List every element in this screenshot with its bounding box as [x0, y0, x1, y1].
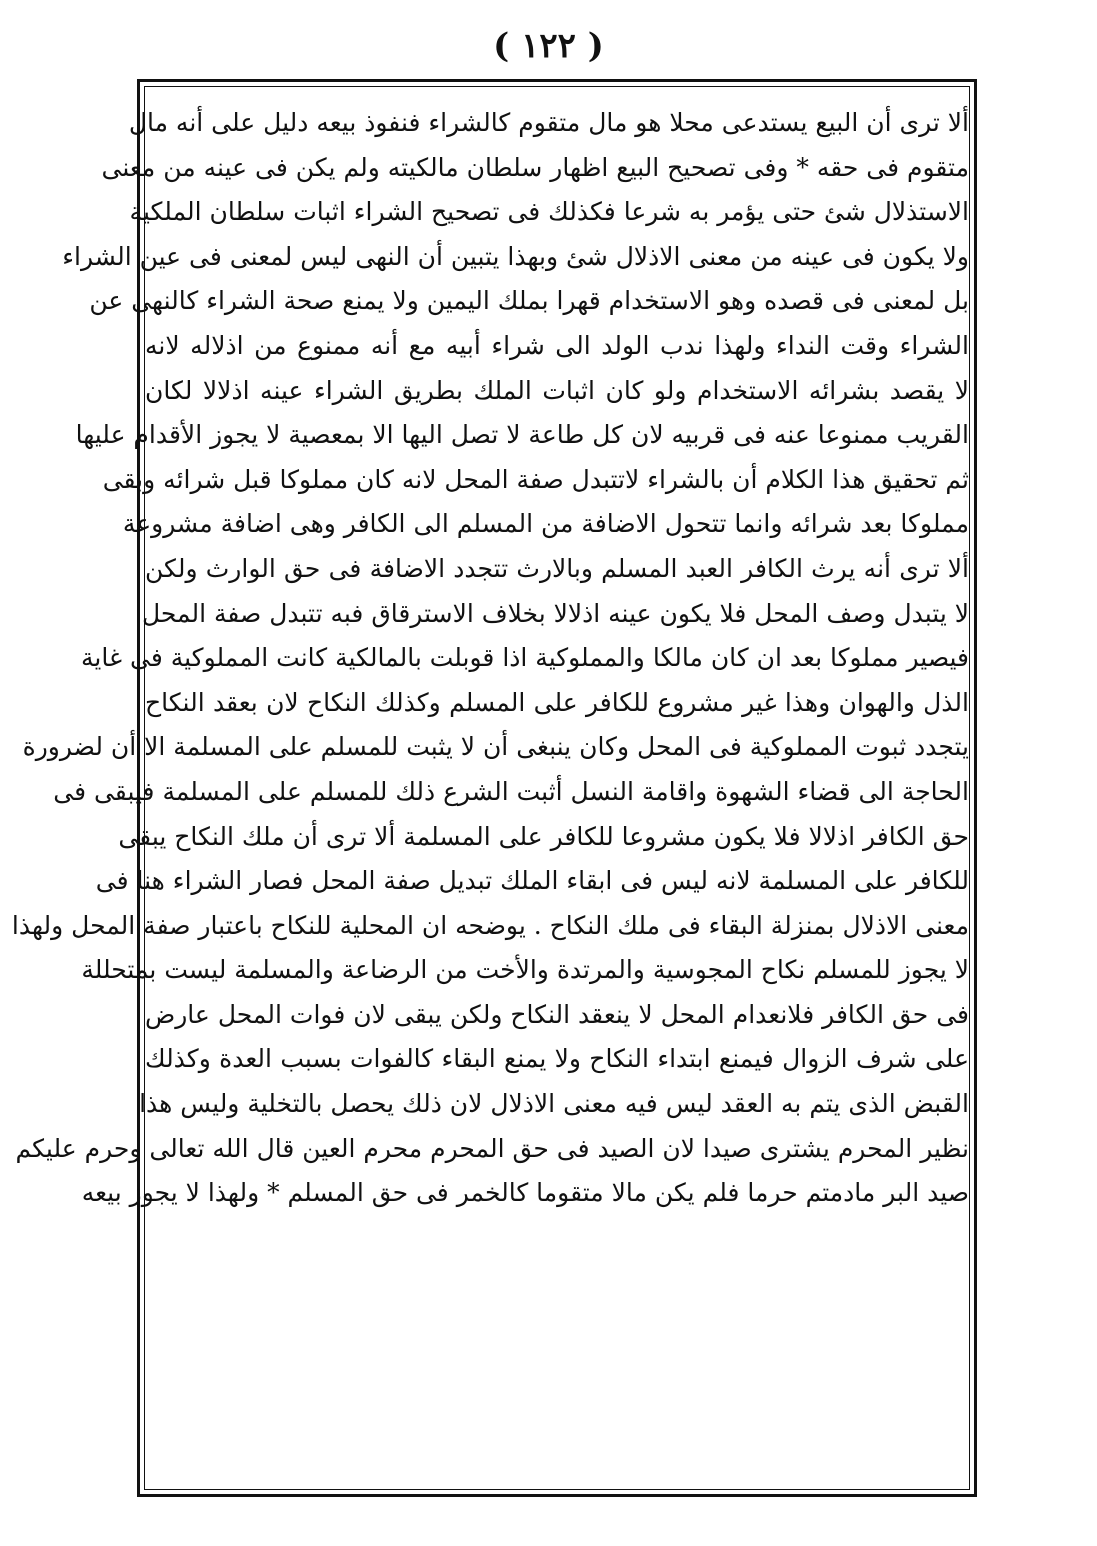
text-line: القريب ممنوعا عنه فى قربيه لان كل طاعة لا تصل اليها الا بمعصية لا يجوز الأقدام عليها: [75, 420, 969, 450]
text-line: بل لمعنى فى قصده وهو الاستخدام قهرا بملك اليمين ولا يمنع صحة الشراء كالنهى عن: [89, 286, 969, 316]
text-line: فيصير مملوكا بعد ان كان مالكا والمملوكية اذا قوبلت بالمالكية كانت المملوكية فى غاية: [80, 643, 969, 673]
text-line: ألا ترى أن البيع يستدعى محلا هو مال متقوم كالشراء فنفوذ بيعه دليل على أنه مال: [128, 108, 969, 137]
text-line: الحاجة الى قضاء الشهوة واقامة النسل أثبت الشرع ذلك للمسلم على المسلمة فيبقى فى: [53, 776, 969, 806]
text-line: لا يجوز للمسلم نكاح المجوسية والمرتدة والأخت من الرضاعة والمسلمة ليست بمتحللة: [81, 955, 969, 985]
text-line: الاستذلال شئ حتى يؤمر به شرعا فكذلك فى تصحيح الشراء اثبات سلطان الملكية: [129, 197, 969, 227]
text-line: للكافر على المسلمة لانه ليس فى ابقاء الملك تبديل صفة المحل فصار الشراء هنا فى: [95, 866, 969, 896]
text-line: فى حق الكافر فلانعدام المحل لا ينعقد النكاح ولكن يبقى لان فوات المحل عارض: [145, 999, 969, 1029]
text-line: لا يقصد بشرائه الاستخدام ولو كان اثبات الملك بطريق الشراء عينه اذلالا لكان: [145, 375, 969, 405]
text-line: يتجدد ثبوت المملوكية فى المحل وكان ينبغى أن لا يثبت للمسلم على المسلمة الا أن لضرورة: [22, 732, 969, 762]
text-line: نظير المحرم يشترى صيدا لان الصيد فى حق المحرم محرم العين قال الله تعالى وحرم عليكم: [15, 1133, 969, 1163]
text-line: لا يتبدل وصف المحل فلا يكون عينه اذلالا بخلاف الاسترقاق فبه تتبدل صفة المحل: [141, 598, 969, 628]
text-line: القبض الذى يتم به العقد ليس فيه معنى الاذلال لان ذلك يحصل بالتخلية وليس هذا: [139, 1089, 969, 1119]
text-line: الشراء وقت النداء ولهذا ندب الولد الى شراء أبيه مع أنه ممنوع من اذلاله لانه: [145, 330, 969, 360]
text-line: حق الكافر اذلالا فلا يكون مشروعا للكافر على المسلمة ألا ترى أن ملك النكاح يبقى: [118, 821, 969, 851]
text-line: معنى الاذلال بمنزلة البقاء فى ملك النكاح . يوضحه ان المحلية للنكاح باعتبار صفة المحل ولهذا: [11, 910, 969, 940]
text-line: صيد البر مادمتم حرما فلم يكن مالا متقوما كالخمر فى حق المسلم * ولهذا لا يجوز بيعه: [81, 1178, 969, 1208]
text-line: ثم تحقيق هذا الكلام أن بالشراء لاتتبدل صفة المحل لانه كان مملوكا قبل شرائه وبقى: [102, 464, 969, 494]
text-line: ولا يكون فى عينه من معنى الاذلال شئ وبهذا يتبين أن النهى ليس لمعنى فى عين الشراء: [62, 241, 969, 271]
body-text: [11, 101, 969, 1216]
page-number: ( ١٢٢ ): [493, 26, 604, 66]
text-line: مملوكا بعد شرائه وانما تتحول الاضافة من المسلم الى الكافر وهى اضافة مشروعة: [122, 509, 969, 539]
text-line: الذل والهوان وهذا غير مشروع للكافر على المسلم وكذلك النكاح لان بعقد النكاح: [145, 687, 969, 717]
text-line: متقوم فى حقه * وفى تصحيح البيع اظهار سلطان مالكيته ولم يكن فى عينه من معنى: [101, 152, 969, 182]
text-line: ألا ترى أنه يرث الكافر العبد المسلم وبالارث تتجدد الاضافة فى حق الوارث ولكن: [145, 553, 969, 583]
text-line: على شرف الزوال فيمنع ابتداء النكاح ولا يمنع البقاء كالفوات بسبب العدة وكذلك: [145, 1044, 969, 1074]
